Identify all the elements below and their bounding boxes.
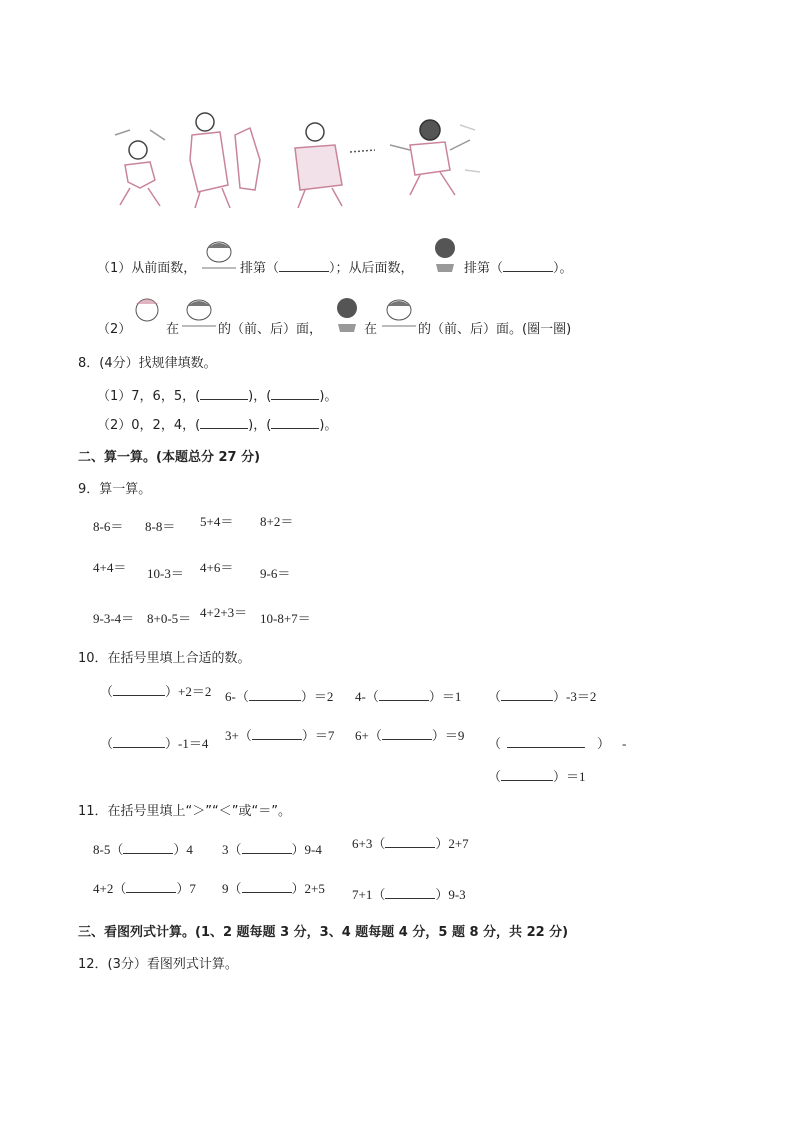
- answer-blank[interactable]: [123, 843, 173, 854]
- answer-blank[interactable]: [113, 737, 165, 748]
- q11-item-5: [222, 878, 325, 897]
- answer-blank[interactable]: [252, 729, 302, 740]
- q9-title: 9．算一算。: [78, 482, 152, 497]
- child-head-icon-3: [130, 294, 164, 332]
- child-1-figure: [115, 130, 165, 206]
- q11-item-3: [352, 833, 469, 852]
- answer-blank[interactable]: [242, 882, 292, 893]
- answer-blank[interactable]: [271, 418, 319, 429]
- child-2-figure: [190, 113, 260, 208]
- q10-item-9: [488, 766, 586, 785]
- paren-open: （: [100, 736, 114, 751]
- answer-blank[interactable]: [113, 685, 165, 696]
- q10-item-2: [225, 686, 333, 705]
- q10-expr: 4-（: [355, 689, 379, 704]
- q7-part2-text-b: 在: [166, 322, 180, 337]
- q10-expr: ）-1＝4: [165, 736, 209, 751]
- answer-blank[interactable]: [385, 888, 435, 899]
- q8-row1-a: （1）7，6，5，(: [97, 389, 201, 404]
- q10-title: 10．在括号里填上合适的数。: [78, 651, 251, 666]
- paren-open: （: [100, 684, 114, 699]
- q9-item: 8-6＝: [93, 519, 124, 534]
- q7-part1-text-c: ）；从后面数，: [329, 261, 414, 276]
- q8-row2-a: （2）0，2，4，(: [97, 418, 201, 433]
- q10-item-5: [100, 733, 208, 752]
- q8-row1-b: )，(: [248, 389, 272, 404]
- q8-row1-c: )。: [319, 389, 338, 404]
- q10-item-3: [355, 686, 461, 705]
- q7-part2-b: [166, 318, 179, 337]
- child-head-icon-4: [180, 294, 218, 330]
- q7-part2-d: [364, 318, 377, 337]
- q8-row2-b: )，(: [248, 418, 272, 433]
- answer-blank[interactable]: [249, 690, 301, 701]
- section-2-title: 二、算一算。(本题总分 27 分): [78, 450, 261, 465]
- q11-expr: 4+2（: [93, 881, 127, 896]
- q10-item-8: [488, 733, 626, 752]
- child-4-figure: [390, 120, 480, 195]
- answer-blank[interactable]: [200, 418, 248, 429]
- paren-close: ）: [597, 736, 611, 751]
- q11-item-6: [352, 884, 466, 903]
- q11-item-4: [93, 878, 196, 897]
- q10-expr: ）＝1: [553, 769, 586, 784]
- q9-item: 8-8＝: [145, 519, 176, 534]
- answer-blank[interactable]: [507, 737, 585, 748]
- answer-blank[interactable]: [279, 261, 329, 272]
- q11-expr: ）2+5: [291, 881, 325, 896]
- child-head-icon-6: [380, 294, 418, 330]
- q11-item-2: [222, 839, 322, 858]
- q9-item: 9-3-4＝: [93, 611, 135, 626]
- q8-row2: [97, 414, 337, 433]
- answer-blank[interactable]: [242, 843, 292, 854]
- q11-expr: 8-5（: [93, 842, 124, 857]
- child-head-icon-2: [428, 234, 462, 274]
- q7-part1-line: [97, 257, 196, 276]
- q7-part1-text-b: 排第（: [240, 261, 280, 276]
- q11-expr: ）4: [173, 842, 193, 857]
- q10-item-6: [225, 725, 334, 744]
- q9-item: 4+6＝: [200, 560, 234, 575]
- answer-blank[interactable]: [200, 389, 248, 400]
- q7-part1-text-e: ）。: [553, 261, 573, 276]
- q9-item: 4+4＝: [93, 560, 127, 575]
- q11-title: 11．在括号里填上“＞”“＜”或“＝”。: [78, 804, 291, 819]
- q7-part1-text-a: （1）从前面数，: [97, 261, 197, 276]
- q11-expr: 3（: [222, 842, 242, 857]
- q12-title: 12．(3分）看图列式计算。: [78, 957, 238, 972]
- q7-part1-rest: [240, 257, 414, 276]
- section-3-title: 三、看图列式计算。(1、2 题每题 3 分，3、4 题每题 4 分，5 题 8 分，共 22 分): [78, 925, 569, 940]
- q11-expr: ）9-4: [291, 842, 322, 857]
- q10-expr: ）＝9: [431, 728, 465, 743]
- q10-expr: ）+2＝2: [165, 684, 212, 699]
- answer-blank[interactable]: [385, 837, 435, 848]
- q11-expr: ）7: [176, 881, 196, 896]
- q7-part2-e: [418, 318, 571, 337]
- q11-expr: ）9-3: [435, 887, 466, 902]
- q10-expr: ）-3＝2: [553, 689, 597, 704]
- child-head-icon-1: [200, 236, 238, 272]
- answer-blank[interactable]: [503, 261, 553, 272]
- q11-expr: 6+3（: [352, 836, 386, 851]
- q9-item: 5+4＝: [200, 514, 234, 529]
- q10-item-1: [100, 681, 211, 700]
- answer-blank[interactable]: [382, 729, 432, 740]
- q10-expr: 6-（: [225, 689, 249, 704]
- q10-item-7: [355, 725, 464, 744]
- q7-part2-text-d: 在: [364, 322, 378, 337]
- q9-item: 4+2+3＝: [200, 605, 248, 620]
- q9-item: 10-3＝: [147, 566, 184, 581]
- child-head-icon-5: [330, 294, 364, 334]
- q9-item: 9-6＝: [260, 566, 291, 581]
- q11-item-1: [93, 839, 193, 858]
- q11-expr: 7+1（: [352, 887, 386, 902]
- answer-blank[interactable]: [379, 690, 429, 701]
- q8-row1: [97, 385, 337, 404]
- answer-blank[interactable]: [501, 770, 553, 781]
- paren-open: （: [488, 736, 502, 751]
- q7-part2-lead: [97, 318, 131, 337]
- q7-part2-text-a: （2）: [97, 322, 132, 337]
- q9-item: 8+2＝: [260, 514, 294, 529]
- q9-item: 10-8+7＝: [260, 611, 311, 626]
- q7-part2-text-e: 的（前、后）面。(圈一圈): [418, 322, 572, 337]
- q10-item-4: [488, 686, 596, 705]
- answer-blank[interactable]: [271, 389, 319, 400]
- q11-expr: 9（: [222, 881, 242, 896]
- q11-expr: ）2+7: [435, 836, 469, 851]
- paren-open: （: [488, 689, 502, 704]
- q10-expr: ）＝7: [301, 728, 335, 743]
- child-3-figure: [295, 123, 375, 208]
- q10-expr: -: [622, 736, 627, 751]
- q8-title: 8．(4分）找规律填数。: [78, 356, 217, 371]
- q10-expr: ）＝1: [428, 689, 462, 704]
- q10-expr: 3+（: [225, 728, 252, 743]
- q8-row2-c: )。: [319, 418, 338, 433]
- paren-open: （: [488, 769, 502, 784]
- children-queue-illustration: [110, 100, 490, 215]
- q7-part1-tail: [464, 257, 573, 276]
- q10-expr: ）＝2: [300, 689, 334, 704]
- q9-item: 8+0-5＝: [147, 611, 192, 626]
- answer-blank[interactable]: [126, 882, 176, 893]
- q7-part1-text-d: 排第（: [464, 261, 504, 276]
- answer-blank[interactable]: [501, 690, 553, 701]
- q7-part2-c: [218, 318, 322, 337]
- q10-expr: 6+（: [355, 728, 382, 743]
- q7-part2-text-c: 的（前、后）面，: [218, 322, 323, 337]
